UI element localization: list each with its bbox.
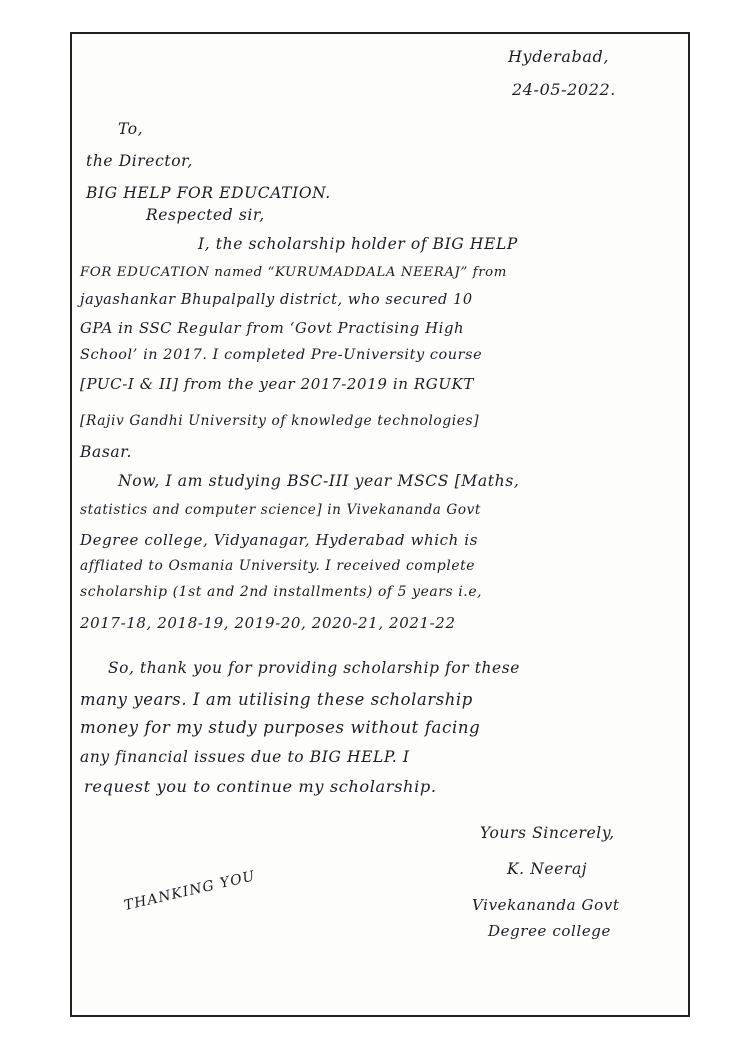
recipient-title: the Director,	[86, 152, 193, 170]
to-text: To,	[118, 120, 144, 138]
body-line: jayashankar Bhupalpally district, who secured 10	[80, 292, 473, 308]
body-line: request you to continue my scholarship.	[84, 777, 437, 796]
body-line: statistics and computer science] in Vivekananda Govt	[80, 502, 481, 518]
body-line: Now, I am studying BSC-III year MSCS [Maths,	[118, 472, 520, 490]
body-line: [Rajiv Gandhi University of knowledge technologies]	[80, 413, 480, 429]
body-line: School’ in 2017. I completed Pre-University course	[80, 347, 483, 363]
date-text: 24-05-2022.	[512, 80, 616, 99]
body-line: Basar.	[80, 443, 133, 461]
signature-org-line2: Degree college	[488, 922, 611, 940]
salutation: Respected sir,	[146, 206, 265, 224]
letter-page	[70, 32, 690, 1017]
body-line: scholarship (1st and 2nd installments) of 5 years i.e,	[80, 584, 483, 600]
body-line: money for my study purposes without facing	[80, 718, 481, 737]
body-line: I, the scholarship holder of BIG HELP	[198, 235, 518, 253]
body-line: affliated to Osmania University. I received complete	[80, 558, 476, 574]
body-line: Degree college, Vidyanagar, Hyderabad which is	[80, 531, 478, 549]
signature-name: K. Neeraj	[507, 860, 588, 878]
thanking-note: THANKING YOU	[122, 868, 258, 914]
body-line: GPA in SSC Regular from ‘Govt Practising High	[80, 320, 465, 337]
body-line: So, thank you for providing scholarship for these	[108, 659, 520, 677]
recipient-org: BIG HELP FOR EDUCATION.	[86, 184, 331, 202]
closing-text: Yours Sincerely,	[480, 824, 615, 842]
signature-org-line1: Vivekananda Govt	[472, 896, 620, 914]
body-line: [PUC-I & II] from the year 2017-2019 in RGUKT	[80, 375, 475, 393]
place-text: Hyderabad,	[508, 47, 609, 66]
body-line: any financial issues due to BIG HELP. I	[80, 748, 410, 766]
body-line: FOR EDUCATION named “KURUMADDALA NEERAJ” from	[80, 265, 507, 280]
body-line: 2017-18, 2018-19, 2019-20, 2020-21, 2021-22	[80, 614, 456, 632]
body-line: many years. I am utilising these scholarship	[80, 690, 473, 709]
